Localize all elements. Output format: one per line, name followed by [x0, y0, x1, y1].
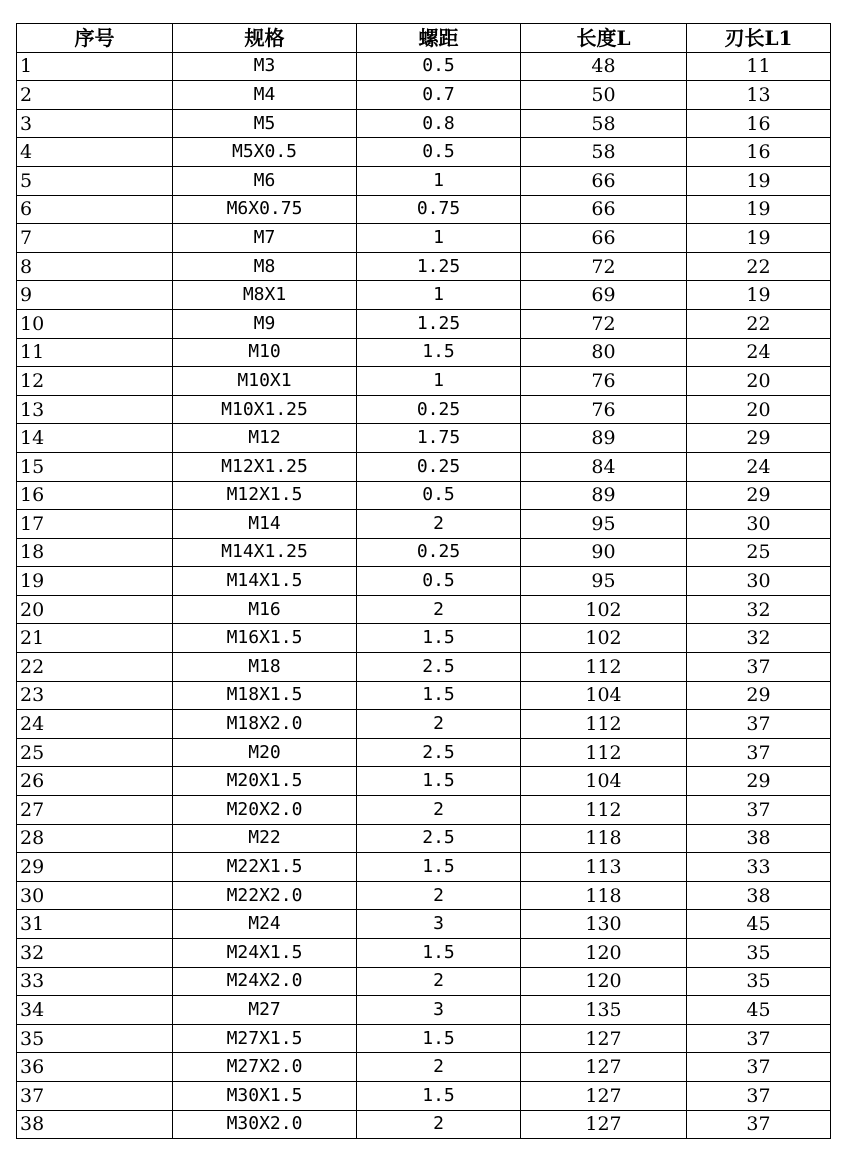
cell-index: 35	[17, 1024, 173, 1053]
cell-length: 76	[521, 367, 687, 396]
cell-spec: M27	[173, 996, 357, 1025]
cell-pitch: 1.25	[357, 252, 521, 281]
spec-sheet	[16, 23, 830, 1139]
cell-spec: M9	[173, 309, 357, 338]
header-row	[17, 24, 831, 53]
cell-length: 112	[521, 738, 687, 767]
cell-length: 112	[521, 710, 687, 739]
cell-spec: M22X2.0	[173, 881, 357, 910]
cell-pitch: 1.25	[357, 309, 521, 338]
cell-pitch: 1.5	[357, 853, 521, 882]
table-row	[17, 1110, 831, 1139]
cell-blade-length: 37	[687, 738, 831, 767]
cell-length: 58	[521, 138, 687, 167]
cell-blade-length: 37	[687, 1024, 831, 1053]
cell-index: 27	[17, 796, 173, 825]
table-row	[17, 1053, 831, 1082]
table-row	[17, 996, 831, 1025]
table-header	[17, 24, 831, 53]
cell-length: 113	[521, 853, 687, 882]
table-row	[17, 595, 831, 624]
cell-length: 48	[521, 52, 687, 81]
cell-length: 118	[521, 881, 687, 910]
cell-spec: M8	[173, 252, 357, 281]
cell-blade-length: 37	[687, 796, 831, 825]
cell-pitch: 1.75	[357, 424, 521, 453]
cell-spec: M14X1.5	[173, 567, 357, 596]
table-row	[17, 224, 831, 253]
cell-length: 58	[521, 109, 687, 138]
table-row	[17, 710, 831, 739]
cell-index: 5	[17, 166, 173, 195]
cell-index: 23	[17, 681, 173, 710]
table-row	[17, 624, 831, 653]
cell-index: 15	[17, 452, 173, 481]
cell-blade-length: 37	[687, 710, 831, 739]
table-row	[17, 109, 831, 138]
cell-index: 32	[17, 939, 173, 968]
cell-spec: M12X1.5	[173, 481, 357, 510]
cell-length: 66	[521, 224, 687, 253]
cell-length: 89	[521, 424, 687, 453]
cell-index: 19	[17, 567, 173, 596]
cell-blade-length: 29	[687, 681, 831, 710]
table-row	[17, 510, 831, 539]
cell-pitch: 0.8	[357, 109, 521, 138]
cell-index: 2	[17, 81, 173, 110]
cell-spec: M6	[173, 166, 357, 195]
cell-length: 50	[521, 81, 687, 110]
cell-index: 28	[17, 824, 173, 853]
cell-index: 3	[17, 109, 173, 138]
cell-blade-length: 38	[687, 824, 831, 853]
header-length: 长度L	[521, 24, 687, 53]
cell-pitch: 3	[357, 910, 521, 939]
cell-spec: M12X1.25	[173, 452, 357, 481]
cell-pitch: 2	[357, 967, 521, 996]
cell-pitch: 1	[357, 367, 521, 396]
cell-spec: M24X1.5	[173, 939, 357, 968]
cell-blade-length: 19	[687, 224, 831, 253]
cell-pitch: 2	[357, 1110, 521, 1139]
cell-pitch: 2	[357, 710, 521, 739]
cell-pitch: 0.5	[357, 567, 521, 596]
cell-length: 104	[521, 767, 687, 796]
cell-spec: M14X1.25	[173, 538, 357, 567]
cell-index: 30	[17, 881, 173, 910]
cell-spec: M24X2.0	[173, 967, 357, 996]
cell-blade-length: 22	[687, 309, 831, 338]
cell-length: 127	[521, 1053, 687, 1082]
cell-pitch: 0.25	[357, 395, 521, 424]
cell-blade-length: 13	[687, 81, 831, 110]
cell-index: 9	[17, 281, 173, 310]
cell-length: 84	[521, 452, 687, 481]
cell-length: 135	[521, 996, 687, 1025]
table-row	[17, 939, 831, 968]
cell-pitch: 0.5	[357, 138, 521, 167]
cell-blade-length: 37	[687, 1081, 831, 1110]
cell-length: 112	[521, 796, 687, 825]
cell-pitch: 2.5	[357, 824, 521, 853]
table-row	[17, 567, 831, 596]
cell-index: 33	[17, 967, 173, 996]
cell-blade-length: 30	[687, 510, 831, 539]
cell-pitch: 0.7	[357, 81, 521, 110]
cell-spec: M4	[173, 81, 357, 110]
cell-spec: M5	[173, 109, 357, 138]
cell-blade-length: 24	[687, 452, 831, 481]
cell-blade-length: 19	[687, 166, 831, 195]
cell-pitch: 1.5	[357, 939, 521, 968]
table-row	[17, 395, 831, 424]
table-row	[17, 853, 831, 882]
cell-length: 104	[521, 681, 687, 710]
cell-blade-length: 45	[687, 910, 831, 939]
cell-blade-length: 19	[687, 195, 831, 224]
cell-length: 127	[521, 1024, 687, 1053]
table-row	[17, 309, 831, 338]
cell-spec: M7	[173, 224, 357, 253]
cell-blade-length: 25	[687, 538, 831, 567]
cell-index: 7	[17, 224, 173, 253]
cell-length: 66	[521, 166, 687, 195]
cell-blade-length: 37	[687, 1053, 831, 1082]
cell-pitch: 0.5	[357, 481, 521, 510]
table-row	[17, 81, 831, 110]
cell-spec: M10X1	[173, 367, 357, 396]
cell-pitch: 1.5	[357, 1024, 521, 1053]
cell-length: 112	[521, 653, 687, 682]
cell-length: 120	[521, 967, 687, 996]
table-row	[17, 281, 831, 310]
cell-spec: M8X1	[173, 281, 357, 310]
cell-pitch: 2	[357, 510, 521, 539]
cell-index: 22	[17, 653, 173, 682]
cell-index: 14	[17, 424, 173, 453]
cell-pitch: 3	[357, 996, 521, 1025]
cell-spec: M27X2.0	[173, 1053, 357, 1082]
cell-blade-length: 16	[687, 109, 831, 138]
cell-blade-length: 11	[687, 52, 831, 81]
cell-index: 36	[17, 1053, 173, 1082]
cell-pitch: 0.75	[357, 195, 521, 224]
cell-index: 10	[17, 309, 173, 338]
cell-blade-length: 37	[687, 1110, 831, 1139]
cell-index: 12	[17, 367, 173, 396]
cell-length: 76	[521, 395, 687, 424]
cell-blade-length: 29	[687, 767, 831, 796]
table-row	[17, 881, 831, 910]
cell-length: 69	[521, 281, 687, 310]
cell-blade-length: 22	[687, 252, 831, 281]
cell-spec: M16	[173, 595, 357, 624]
cell-blade-length: 45	[687, 996, 831, 1025]
cell-length: 66	[521, 195, 687, 224]
cell-spec: M6X0.75	[173, 195, 357, 224]
cell-index: 13	[17, 395, 173, 424]
cell-pitch: 2.5	[357, 738, 521, 767]
header-spec: 规格	[173, 24, 357, 53]
cell-spec: M22X1.5	[173, 853, 357, 882]
cell-index: 6	[17, 195, 173, 224]
table-body	[17, 52, 831, 1139]
cell-blade-length: 30	[687, 567, 831, 596]
table-row	[17, 796, 831, 825]
table-row	[17, 367, 831, 396]
cell-spec: M20	[173, 738, 357, 767]
table-row	[17, 138, 831, 167]
table-row	[17, 424, 831, 453]
table-row	[17, 166, 831, 195]
cell-pitch: 2	[357, 595, 521, 624]
cell-pitch: 0.5	[357, 52, 521, 81]
cell-spec: M5X0.5	[173, 138, 357, 167]
cell-blade-length: 20	[687, 395, 831, 424]
cell-length: 120	[521, 939, 687, 968]
cell-pitch: 1.5	[357, 767, 521, 796]
cell-pitch: 1.5	[357, 624, 521, 653]
cell-blade-length: 35	[687, 939, 831, 968]
table-row	[17, 252, 831, 281]
cell-length: 127	[521, 1110, 687, 1139]
cell-blade-length: 38	[687, 881, 831, 910]
cell-length: 72	[521, 309, 687, 338]
cell-pitch: 0.25	[357, 452, 521, 481]
cell-spec: M3	[173, 52, 357, 81]
table-row	[17, 338, 831, 367]
cell-length: 95	[521, 567, 687, 596]
cell-length: 89	[521, 481, 687, 510]
cell-spec: M18	[173, 653, 357, 682]
cell-spec: M12	[173, 424, 357, 453]
cell-length: 118	[521, 824, 687, 853]
cell-pitch: 1	[357, 166, 521, 195]
cell-index: 16	[17, 481, 173, 510]
cell-index: 21	[17, 624, 173, 653]
table-row	[17, 52, 831, 81]
table-row	[17, 538, 831, 567]
cell-spec: M27X1.5	[173, 1024, 357, 1053]
cell-blade-length: 37	[687, 653, 831, 682]
table-row	[17, 481, 831, 510]
cell-length: 102	[521, 624, 687, 653]
table-row	[17, 967, 831, 996]
cell-spec: M10	[173, 338, 357, 367]
cell-pitch: 1	[357, 281, 521, 310]
cell-index: 34	[17, 996, 173, 1025]
cell-blade-length: 35	[687, 967, 831, 996]
cell-length: 127	[521, 1081, 687, 1110]
cell-spec: M20X2.0	[173, 796, 357, 825]
cell-blade-length: 32	[687, 624, 831, 653]
cell-pitch: 1.5	[357, 1081, 521, 1110]
cell-index: 37	[17, 1081, 173, 1110]
cell-spec: M24	[173, 910, 357, 939]
cell-index: 31	[17, 910, 173, 939]
cell-blade-length: 16	[687, 138, 831, 167]
cell-index: 8	[17, 252, 173, 281]
table-row	[17, 452, 831, 481]
table-row	[17, 653, 831, 682]
cell-spec: M14	[173, 510, 357, 539]
cell-spec: M22	[173, 824, 357, 853]
table-row	[17, 824, 831, 853]
cell-index: 4	[17, 138, 173, 167]
cell-pitch: 2	[357, 881, 521, 910]
table-row	[17, 1024, 831, 1053]
table-row	[17, 910, 831, 939]
table-row	[17, 738, 831, 767]
cell-index: 17	[17, 510, 173, 539]
cell-blade-length: 33	[687, 853, 831, 882]
cell-pitch: 2.5	[357, 653, 521, 682]
cell-length: 80	[521, 338, 687, 367]
cell-length: 95	[521, 510, 687, 539]
cell-pitch: 1.5	[357, 338, 521, 367]
cell-pitch: 2	[357, 796, 521, 825]
cell-index: 38	[17, 1110, 173, 1139]
cell-length: 72	[521, 252, 687, 281]
cell-blade-length: 20	[687, 367, 831, 396]
cell-index: 18	[17, 538, 173, 567]
cell-spec: M30X1.5	[173, 1081, 357, 1110]
cell-spec: M30X2.0	[173, 1110, 357, 1139]
cell-index: 29	[17, 853, 173, 882]
table-row	[17, 195, 831, 224]
cell-length: 102	[521, 595, 687, 624]
cell-blade-length: 32	[687, 595, 831, 624]
cell-spec: M18X2.0	[173, 710, 357, 739]
cell-length: 130	[521, 910, 687, 939]
cell-blade-length: 24	[687, 338, 831, 367]
header-index: 序号	[17, 24, 173, 53]
cell-spec: M10X1.25	[173, 395, 357, 424]
cell-index: 11	[17, 338, 173, 367]
cell-index: 25	[17, 738, 173, 767]
cell-blade-length: 29	[687, 424, 831, 453]
cell-spec: M18X1.5	[173, 681, 357, 710]
table-row	[17, 681, 831, 710]
cell-pitch: 2	[357, 1053, 521, 1082]
header-pitch: 螺距	[357, 24, 521, 53]
cell-length: 90	[521, 538, 687, 567]
cell-pitch: 1	[357, 224, 521, 253]
cell-blade-length: 29	[687, 481, 831, 510]
cell-pitch: 1.5	[357, 681, 521, 710]
table-row	[17, 1081, 831, 1110]
cell-spec: M20X1.5	[173, 767, 357, 796]
table-row	[17, 767, 831, 796]
cell-index: 1	[17, 52, 173, 81]
cell-index: 20	[17, 595, 173, 624]
cell-index: 26	[17, 767, 173, 796]
cell-blade-length: 19	[687, 281, 831, 310]
tap-spec-table	[16, 23, 831, 1139]
cell-index: 24	[17, 710, 173, 739]
cell-pitch: 0.25	[357, 538, 521, 567]
cell-spec: M16X1.5	[173, 624, 357, 653]
header-blade-length: 刃长L1	[687, 24, 831, 53]
